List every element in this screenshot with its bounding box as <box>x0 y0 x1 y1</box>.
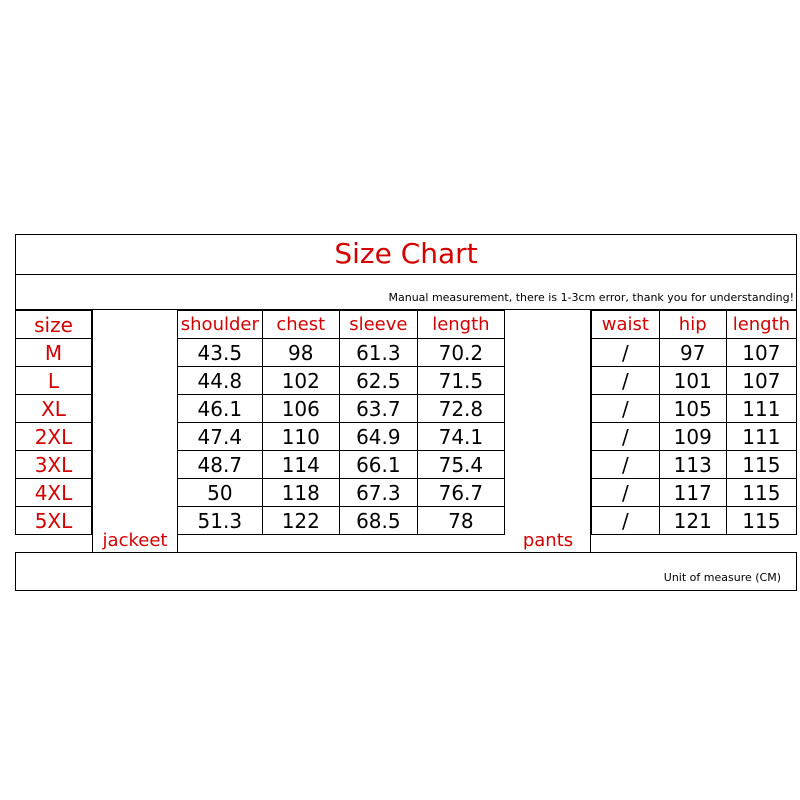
jacket-cell: 78 <box>417 507 504 535</box>
table-row <box>16 423 92 451</box>
pants-cell: 111 <box>726 395 796 423</box>
pants-header-length: length <box>726 311 796 339</box>
jacket-header-shoulder: shoulder <box>178 311 263 339</box>
table-row <box>592 479 797 507</box>
pants-header-hip: hip <box>659 311 726 339</box>
jacket-header-chest: chest <box>262 311 339 339</box>
table-row <box>16 479 92 507</box>
size-chart-sheet <box>15 234 797 591</box>
jacket-cell: 47.4 <box>178 423 263 451</box>
jacket-cell: 50 <box>178 479 263 507</box>
pants-cell: / <box>592 395 660 423</box>
table-row <box>178 339 505 367</box>
jacket-cell: 63.7 <box>339 395 417 423</box>
pants-cell: 107 <box>726 339 796 367</box>
pants-measurements-table <box>591 310 797 535</box>
table-row <box>178 395 505 423</box>
jacket-cell: 75.4 <box>417 451 504 479</box>
jacket-header-row <box>178 311 505 339</box>
table-row <box>16 367 92 395</box>
pants-cell: 97 <box>659 339 726 367</box>
jacket-cell: 66.1 <box>339 451 417 479</box>
table-row <box>178 367 505 395</box>
pants-header-row <box>592 311 797 339</box>
jacket-cell: 102 <box>262 367 339 395</box>
table-row <box>178 423 505 451</box>
jacket-cell: 114 <box>262 451 339 479</box>
pants-cell: 121 <box>659 507 726 535</box>
pants-cell: 105 <box>659 395 726 423</box>
table-row <box>592 423 797 451</box>
table-row <box>16 507 92 535</box>
pants-cell: 111 <box>726 423 796 451</box>
pants-cell: / <box>592 423 660 451</box>
pants-cell: 115 <box>726 479 796 507</box>
jacket-cell: 61.3 <box>339 339 417 367</box>
jacket-cell: 72.8 <box>417 395 504 423</box>
size-label: 2XL <box>16 423 92 451</box>
jacket-cell: 46.1 <box>178 395 263 423</box>
jacket-measurements-table <box>177 310 505 535</box>
pants-cell: 115 <box>726 451 796 479</box>
jacket-cell: 44.8 <box>178 367 263 395</box>
pants-cell: 101 <box>659 367 726 395</box>
jacket-header-sleeve: sleeve <box>339 311 417 339</box>
size-label: 5XL <box>16 507 92 535</box>
jacket-label-column <box>92 310 178 553</box>
pants-cell: / <box>592 507 660 535</box>
jacket-cell: 67.3 <box>339 479 417 507</box>
jacket-cell: 106 <box>262 395 339 423</box>
jacket-cell: 110 <box>262 423 339 451</box>
jacket-cell: 68.5 <box>339 507 417 535</box>
pants-cell: 117 <box>659 479 726 507</box>
jacket-cell: 76.7 <box>417 479 504 507</box>
pants-label-column <box>505 310 591 553</box>
pants-label: pants <box>522 530 574 551</box>
pants-cell: / <box>592 451 660 479</box>
jacket-cell: 64.9 <box>339 423 417 451</box>
jacket-cell: 74.1 <box>417 423 504 451</box>
pants-cell: 109 <box>659 423 726 451</box>
size-label: 3XL <box>16 451 92 479</box>
pants-cell: 115 <box>726 507 796 535</box>
jacket-cell: 122 <box>262 507 339 535</box>
size-label: 4XL <box>16 479 92 507</box>
table-row <box>592 339 797 367</box>
pants-header-waist: waist <box>592 311 660 339</box>
pants-cell: 113 <box>659 451 726 479</box>
table-row <box>592 507 797 535</box>
measurement-note: Manual measurement, there is 1-3cm error, thank you for understanding! <box>388 291 794 304</box>
size-label: M <box>16 339 92 367</box>
table-row <box>592 367 797 395</box>
jacket-header-length: length <box>417 311 504 339</box>
table-row <box>16 395 92 423</box>
jacket-cell: 71.5 <box>417 367 504 395</box>
jacket-cell: 48.7 <box>178 451 263 479</box>
size-column <box>15 310 92 535</box>
size-header-row <box>16 311 92 339</box>
table-row <box>592 395 797 423</box>
table-row <box>178 451 505 479</box>
jacket-cell: 62.5 <box>339 367 417 395</box>
jacket-cell: 98 <box>262 339 339 367</box>
table-row <box>178 507 505 535</box>
size-label: L <box>16 367 92 395</box>
table-row <box>178 479 505 507</box>
pants-cell: / <box>592 339 660 367</box>
pants-cell: / <box>592 367 660 395</box>
jacket-cell: 51.3 <box>178 507 263 535</box>
jacket-label: jackeet <box>102 530 168 551</box>
pants-cell: / <box>592 479 660 507</box>
table-row <box>16 451 92 479</box>
table-row <box>592 451 797 479</box>
jacket-cell: 70.2 <box>417 339 504 367</box>
jacket-cell: 43.5 <box>178 339 263 367</box>
size-header: size <box>16 311 92 339</box>
table-row <box>16 339 92 367</box>
pants-cell: 107 <box>726 367 796 395</box>
jacket-cell: 118 <box>262 479 339 507</box>
unit-note: Unit of measure (CM) <box>663 571 781 584</box>
chart-title: Size Chart <box>334 237 478 270</box>
size-label: XL <box>16 395 92 423</box>
